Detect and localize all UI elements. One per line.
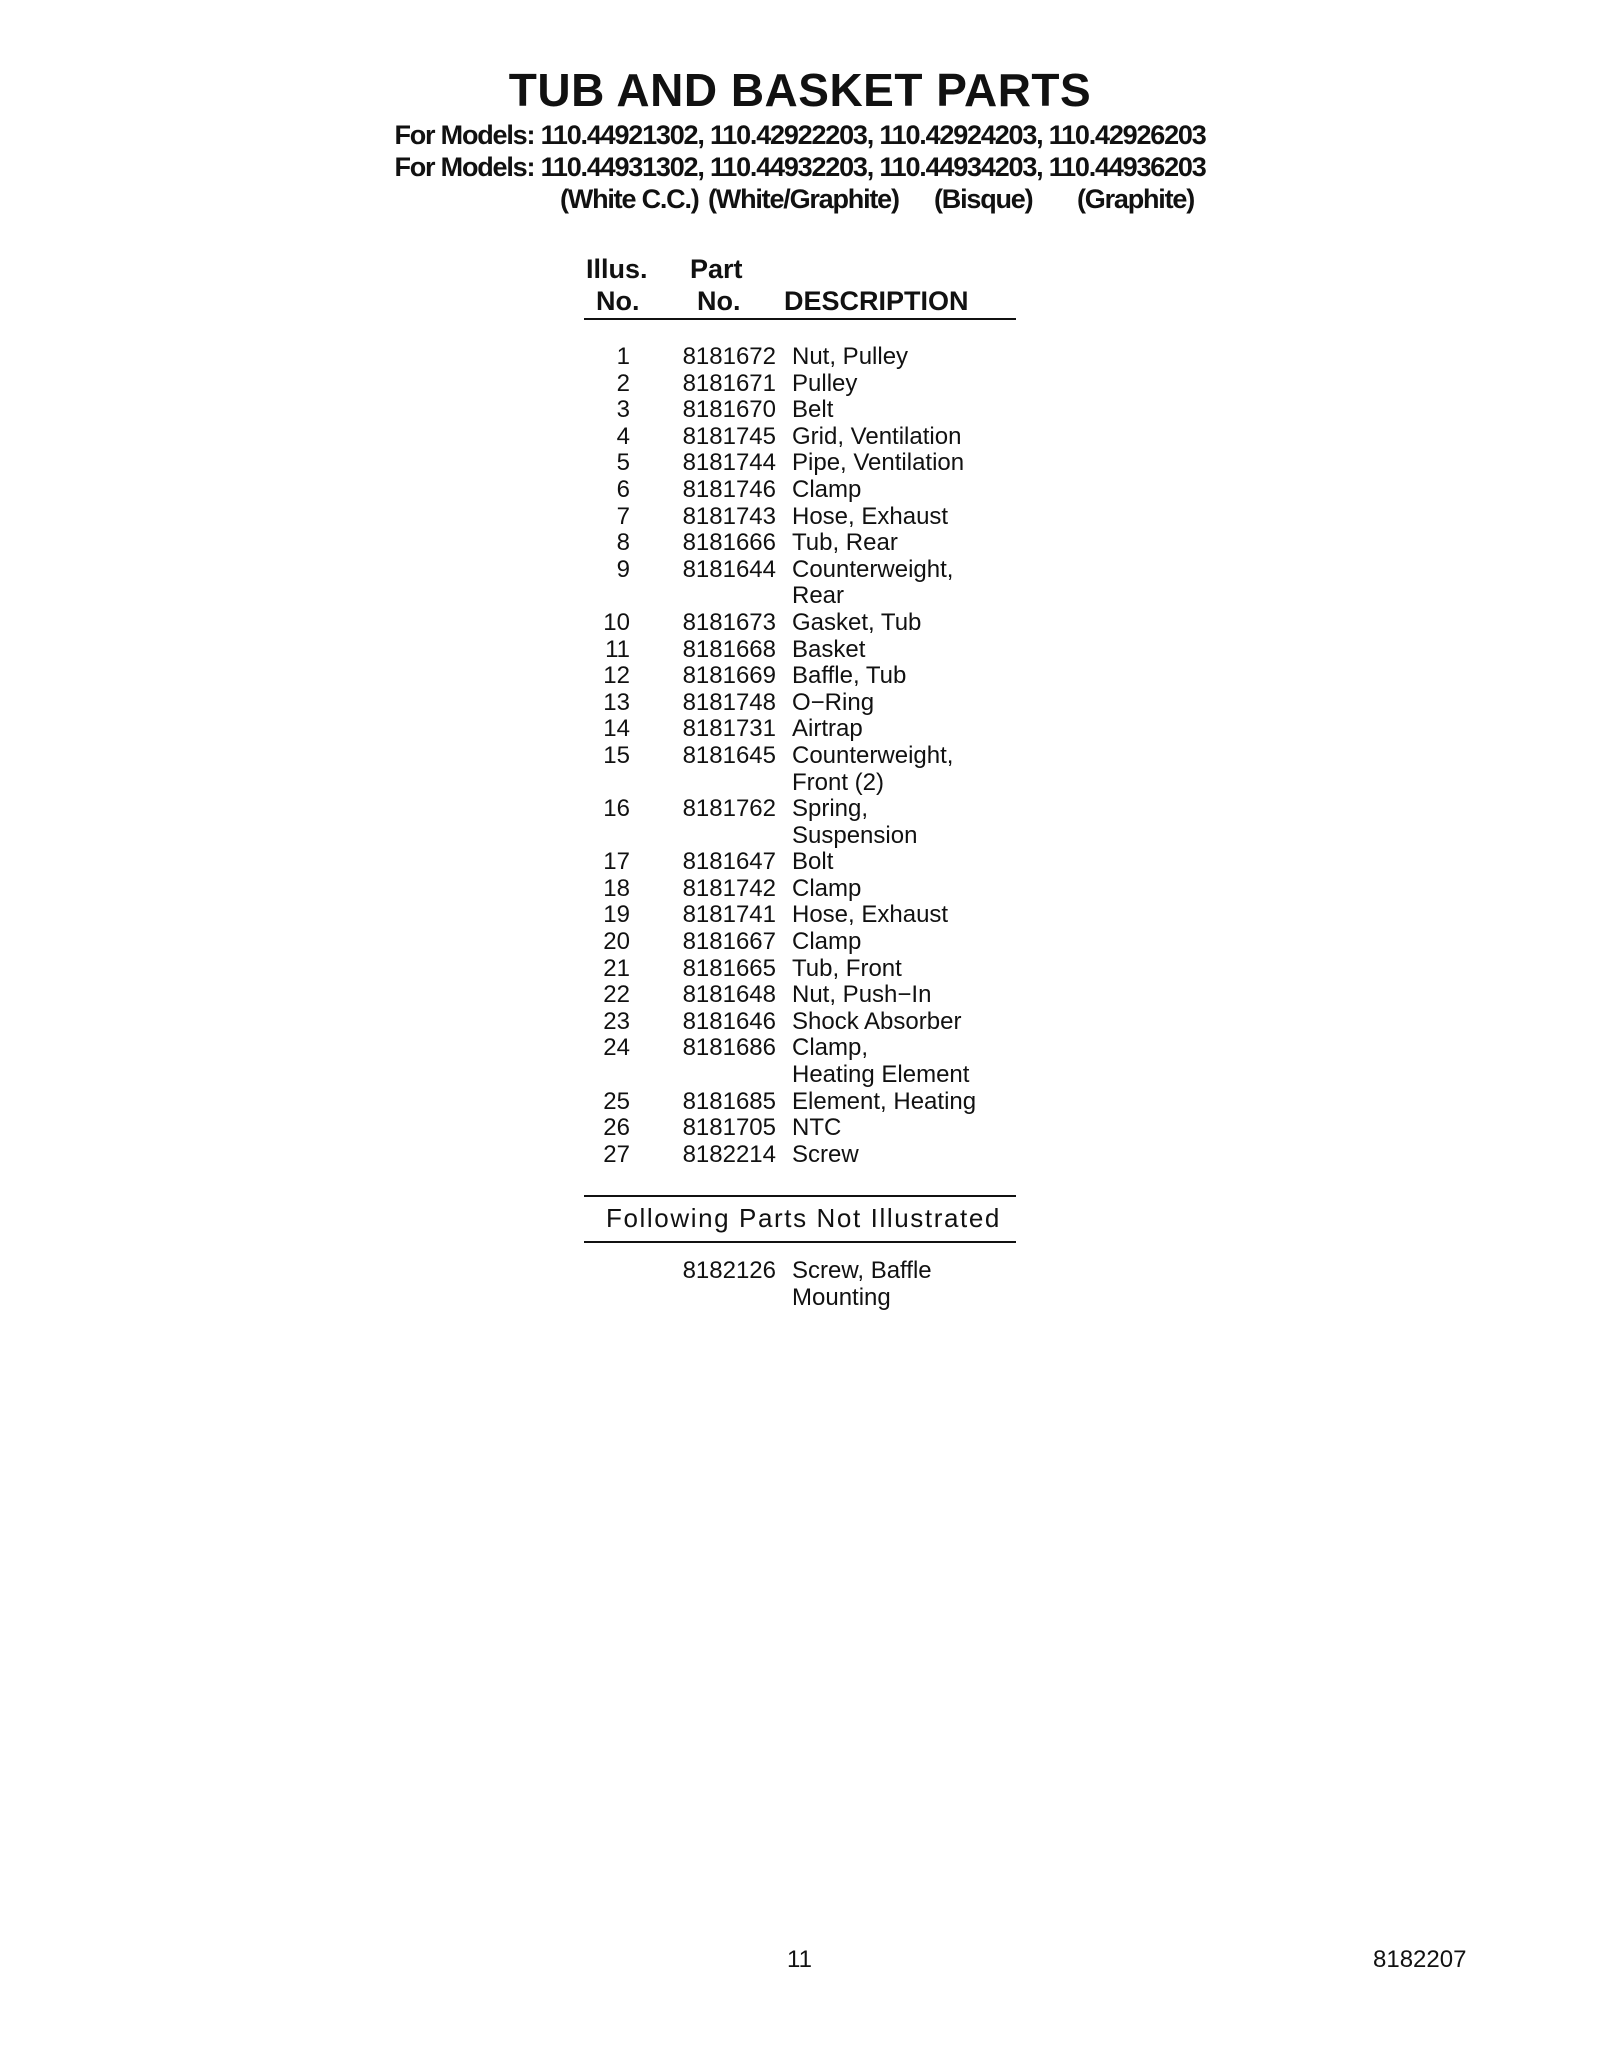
color-bisque: (Bisque) — [934, 184, 1033, 214]
illus-number: 13 — [603, 688, 630, 716]
illus-number: 4 — [616, 422, 630, 450]
table-row — [584, 849, 1024, 876]
description-line: Bolt — [792, 848, 834, 876]
description-line: Counterweight, — [792, 741, 954, 769]
page-title: TUB AND BASKET PARTS — [508, 64, 1092, 116]
illus-number: 1 — [616, 343, 630, 370]
part-description — [776, 902, 948, 929]
illus-number: 9 — [616, 555, 630, 583]
part-description — [776, 796, 917, 849]
description-line: Clamp — [792, 874, 862, 902]
part-number: 8181672 — [682, 343, 776, 370]
table-row — [584, 1089, 1024, 1116]
part-description — [776, 344, 908, 371]
illus-number: 26 — [603, 1114, 630, 1142]
illus-number: 2 — [616, 369, 630, 397]
description-line: Heating Element — [792, 1061, 970, 1089]
part-number: 8181673 — [682, 608, 776, 636]
table-row — [584, 902, 1024, 929]
models-line-1: For Models: 110.44921302, 110.42922203, 110.42924203, 110.42926203 — [394, 120, 1206, 150]
table-row — [584, 477, 1024, 504]
part-description — [776, 610, 921, 637]
part-description — [776, 1035, 969, 1088]
color-white-cc: (White C.C.) — [560, 184, 699, 214]
illus-number: 27 — [603, 1140, 630, 1168]
part-number: 8181686 — [682, 1034, 776, 1062]
part-description — [776, 876, 861, 903]
illus-number: 19 — [603, 901, 630, 929]
part-number: 8181648 — [682, 981, 776, 1009]
part-number: 8181667 — [682, 928, 776, 956]
part-number: 8181745 — [682, 422, 776, 450]
description-line: Element, Heating — [792, 1087, 977, 1115]
part-number: 8181741 — [682, 901, 776, 929]
part-number: 8181746 — [682, 475, 776, 503]
table-row — [584, 637, 1024, 664]
table-row — [584, 344, 1024, 371]
illus-number: 22 — [603, 981, 630, 1009]
part-number: 8181647 — [682, 848, 776, 876]
illus-number: 15 — [603, 741, 630, 769]
col-header-illus: Illus. — [586, 254, 648, 284]
part-number: 8181685 — [682, 1087, 776, 1115]
table-row — [584, 1142, 1024, 1169]
description-line: Clamp — [792, 928, 862, 956]
description-line: Grid, Ventilation — [792, 422, 962, 450]
illus-number: 11 — [605, 635, 630, 663]
description-line: Suspension — [792, 821, 918, 849]
table-row — [584, 610, 1024, 637]
description-line: Nut, Push−In — [792, 981, 932, 1009]
part-description — [776, 450, 964, 477]
part-number: 8181646 — [682, 1007, 776, 1035]
description-line: Belt — [792, 396, 834, 424]
part-description — [776, 477, 861, 504]
illus-number: 17 — [603, 848, 630, 876]
description-line: Pulley — [792, 369, 858, 397]
table-row — [584, 371, 1024, 398]
description-line: Screw, Baffle — [792, 1257, 932, 1284]
illus-number: 6 — [616, 475, 630, 503]
part-description — [776, 690, 874, 717]
description-line: Gasket, Tub — [792, 608, 922, 636]
table-row — [584, 982, 1024, 1009]
part-number: 8181670 — [682, 396, 776, 424]
part-number: 8181762 — [682, 795, 776, 823]
table-row — [584, 743, 1024, 796]
part-description — [776, 397, 833, 424]
col-header-part: Part — [690, 254, 743, 284]
illus-number: 24 — [603, 1034, 630, 1062]
table-row — [584, 929, 1024, 956]
description-line: Counterweight, — [792, 555, 954, 583]
parts-list — [584, 344, 1024, 1168]
part-description — [776, 716, 863, 743]
part-description — [776, 1115, 841, 1142]
table-row — [584, 504, 1024, 531]
description-line: Spring, — [792, 795, 869, 823]
color-white-graphite: (White/Graphite) — [708, 184, 899, 214]
part-description — [776, 982, 931, 1009]
part-number: 8181666 — [682, 529, 776, 557]
part-number: 8181748 — [682, 688, 776, 716]
table-row — [584, 557, 1024, 610]
description-line: Baffle, Tub — [792, 662, 907, 690]
illus-number: 20 — [603, 928, 630, 956]
part-number: 8181744 — [682, 449, 776, 477]
part-description — [776, 557, 953, 610]
part-number: 8181743 — [682, 502, 776, 530]
illus-number: 16 — [603, 795, 630, 823]
description-line: Hose, Exhaust — [792, 901, 949, 929]
description-line: Pipe, Ventilation — [792, 449, 965, 477]
table-row — [584, 1115, 1024, 1142]
color-graphite: (Graphite) — [1077, 184, 1195, 214]
description-line: NTC — [792, 1114, 842, 1142]
description-line: Hose, Exhaust — [792, 502, 949, 530]
page-number: 11 — [787, 1946, 812, 1973]
illus-number: 12 — [603, 662, 630, 690]
part-description — [776, 371, 857, 398]
not-illustrated-heading: Following Parts Not Illustrated — [606, 1203, 1001, 1233]
table-row — [584, 796, 1024, 849]
col-header-part-no: No. — [697, 286, 741, 316]
section-rule-top — [584, 1195, 1016, 1197]
not-illustrated-list — [584, 1258, 1024, 1311]
illus-number: 21 — [603, 954, 630, 982]
description-line: O−Ring — [792, 688, 875, 716]
table-row — [584, 397, 1024, 424]
part-description — [776, 956, 902, 983]
part-number: 8182126 — [682, 1257, 776, 1284]
part-description — [776, 1089, 976, 1116]
description-line: Rear — [792, 582, 845, 610]
description-line: Screw — [792, 1140, 859, 1168]
part-description — [776, 1258, 932, 1311]
description-line: Tub, Front — [792, 954, 902, 982]
illus-number: 14 — [603, 715, 630, 743]
table-row — [584, 450, 1024, 477]
description-line: Clamp — [792, 475, 862, 503]
description-line: Shock Absorber — [792, 1007, 962, 1035]
part-number: 8181665 — [682, 954, 776, 982]
illus-number: 8 — [616, 529, 630, 557]
part-description — [776, 743, 953, 796]
illus-number: 23 — [603, 1007, 630, 1035]
description-line: Front (2) — [792, 768, 885, 796]
table-row — [584, 716, 1024, 743]
table-row — [584, 530, 1024, 557]
description-line: Nut, Pulley — [792, 343, 909, 370]
part-description — [776, 504, 948, 531]
section-rule-bottom — [584, 1241, 1016, 1243]
illus-number: 3 — [616, 396, 630, 424]
part-description — [776, 663, 906, 690]
part-number: 8181644 — [682, 555, 776, 583]
col-header-illus-no: No. — [596, 286, 640, 316]
table-row — [584, 1035, 1024, 1088]
description-line: Clamp, — [792, 1034, 869, 1062]
part-description — [776, 1009, 961, 1036]
illus-number: 18 — [603, 874, 630, 902]
description-line: Tub, Rear — [792, 529, 898, 557]
part-number: 8181705 — [682, 1114, 776, 1142]
part-description — [776, 849, 833, 876]
illus-number: 25 — [603, 1087, 630, 1115]
table-row — [584, 1009, 1024, 1036]
table-row — [584, 690, 1024, 717]
table-row — [584, 424, 1024, 451]
part-number: 8181742 — [682, 874, 776, 902]
table-row — [584, 663, 1024, 690]
description-line: Mounting — [792, 1283, 891, 1311]
part-description — [776, 424, 961, 451]
description-line: Airtrap — [792, 715, 863, 743]
part-number: 8181671 — [682, 369, 776, 397]
illus-number: 7 — [616, 502, 630, 530]
illus-number: 10 — [603, 608, 630, 636]
part-number: 8182214 — [682, 1140, 776, 1168]
description-line: Basket — [792, 635, 866, 663]
header-rule — [584, 318, 1016, 320]
part-number: 8181731 — [682, 715, 776, 743]
col-header-description: DESCRIPTION — [784, 286, 969, 316]
part-number: 8181669 — [682, 662, 776, 690]
part-description — [776, 1142, 859, 1169]
table-row — [584, 1258, 1024, 1311]
part-description — [776, 929, 861, 956]
part-description — [776, 530, 898, 557]
table-row — [584, 956, 1024, 983]
part-description — [776, 637, 865, 664]
models-line-2: For Models: 110.44931302, 110.44932203, 110.44934203, 110.44936203 — [394, 152, 1206, 182]
document-number: 8182207 — [1373, 1946, 1467, 1973]
table-row — [584, 876, 1024, 903]
part-number: 8181668 — [682, 635, 776, 663]
part-number: 8181645 — [682, 741, 776, 769]
illus-number: 5 — [616, 449, 630, 477]
